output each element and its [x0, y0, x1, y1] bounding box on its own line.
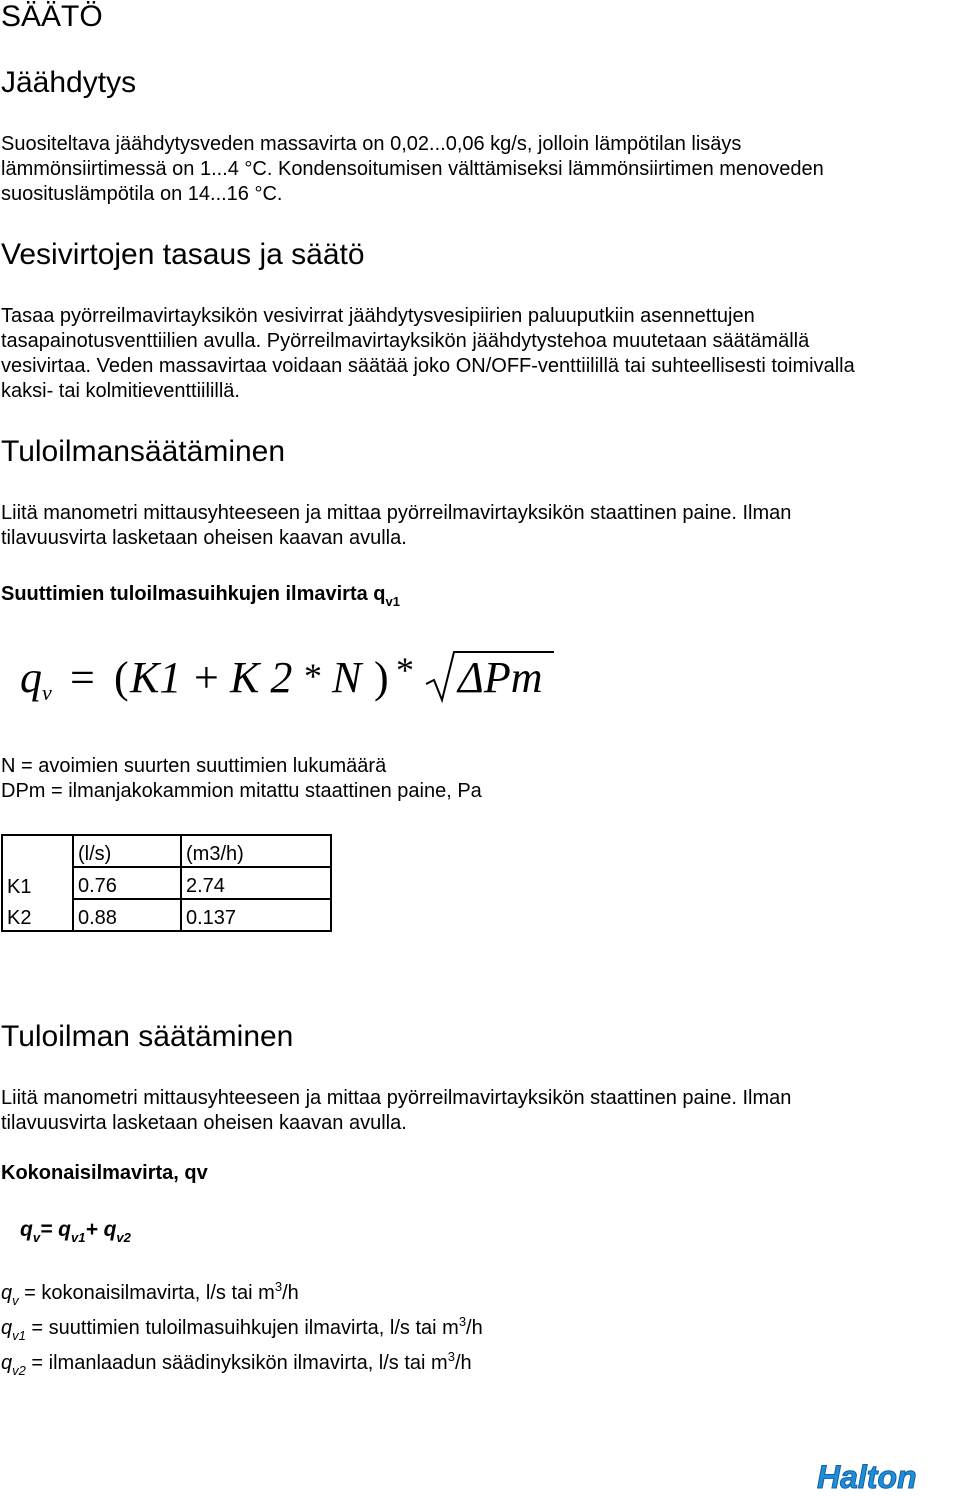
formula-dpm: ΔPm [458, 653, 543, 702]
formula-times-2: * [396, 650, 414, 690]
cooling-text-line-3: suosituslämpötila on 14...16 °C. [1, 183, 283, 205]
supply2-text-line-2: tilavuusvirta lasketaan oheisen kaavan avulla. [1, 1112, 407, 1134]
supply-text-line-1: Liitä manometri mittausyhteeseen ja mittaa pyörreilmavirtayksikön staattinen paine. Ilman [1, 502, 792, 524]
def-qv-sub: v [12, 1293, 19, 1308]
supply2-text-line-1: Liitä manometri mittausyhteeseen ja mittaa pyörreilmavirtayksikön staattinen paine. Ilman [1, 1087, 792, 1109]
def-qv2-sub: v2 [12, 1363, 26, 1378]
sum-q1-sub: v1 [71, 1230, 86, 1245]
nozzle-airflow-subheading-sub: v1 [385, 594, 400, 609]
water-text-line-1: Tasaa pyörreilmavirtayksikön vesivirrat jäähdytysvesipiirien paluuputkiin asennettujen [1, 305, 755, 327]
sum-q2-sub: v2 [116, 1230, 131, 1245]
table-cell: 0.76 [73, 867, 181, 899]
def-qv-symbol: q [1, 1282, 13, 1304]
halton-logo [815, 1460, 955, 1494]
def-qv1-sup: 3 [458, 1314, 467, 1329]
supply-text-line-2: tilavuusvirta lasketaan oheisen kaavan avulla. [1, 527, 407, 549]
section-heading-supply-air-control: Tuloilman säätäminen [1, 1020, 294, 1053]
table-row [2, 899, 331, 931]
table-header-cell [2, 835, 73, 867]
sum-equals: = [40, 1218, 59, 1241]
water-text-line-4: kaksi- tai kolmitieventtiilillä. [1, 380, 240, 402]
definition-qv1 [1, 1309, 483, 1348]
halton-logo-text: Halton [817, 1460, 917, 1494]
k-factor-table [1, 834, 332, 932]
def-qv2-text: = ilmanlaadun säädinyksikön ilmavirta, l/s tai m [25, 1352, 448, 1374]
table-row [2, 867, 331, 899]
def-qv1-symbol: q [1, 1317, 13, 1339]
definition-qv [1, 1274, 299, 1313]
def-qv2-tail: /h [454, 1352, 472, 1374]
cooling-text-line-2: lämmönsiirtimessä on 1...4 °C. Kondensoitumisen välttämiseksi lämmönsiirtimen menoveden [1, 158, 824, 180]
table-cell: K2 [7, 907, 32, 929]
sum-plus: + [85, 1218, 104, 1241]
sum-q-sub: v [32, 1230, 41, 1245]
formula-q-sub: v [42, 680, 52, 705]
table-cell: K1 [7, 876, 32, 898]
sum-q1: q [58, 1218, 71, 1241]
water-text-line-2: tasapainotusventtiilien avulla. Pyörreilmavirtayksikön jäähdytystehoa muutetaan säätämällä [1, 330, 810, 352]
def-qv-sup: 3 [274, 1279, 283, 1294]
formula-k2: K 2 [230, 653, 293, 702]
def-qv2-sup: 3 [447, 1349, 455, 1364]
formula-plus: + [194, 653, 219, 702]
sum-q: q [20, 1218, 33, 1241]
table-cell: 0.137 [181, 899, 331, 931]
section-heading-water: Vesivirtojen tasaus ja säätö [1, 238, 365, 271]
def-qv1-sub: v1 [12, 1328, 26, 1343]
table-cell: 0.88 [73, 899, 181, 931]
cooling-text-line-1: Suositeltava jäähdytysveden massavirta on 0,02...0,06 kg/s, jolloin lämpötilan lisäys [1, 133, 742, 155]
formula-rparen: ) [374, 653, 389, 702]
total-airflow-subheading: Kokonaisilmavirta, qv [1, 1162, 208, 1184]
def-qv-text: = kokonaisilmavirta, l/s tai m [18, 1282, 275, 1304]
section-heading-supply-air: Tuloilmansäätäminen [1, 435, 286, 468]
def-qv-tail: /h [282, 1282, 299, 1304]
airflow-formula [18, 648, 558, 708]
def-qv1-tail: /h [466, 1317, 483, 1339]
def-qv1-text: = suuttimien tuloilmasuihkujen ilmavirta, l/s tai m [25, 1317, 459, 1339]
definition-n: N = avoimien suurten suuttimien lukumäärä [1, 755, 387, 777]
formula-k1: K1 [130, 653, 182, 702]
formula-q: q [20, 653, 42, 702]
def-qv2-symbol: q [1, 1352, 13, 1374]
section-heading-cooling: Jäähdytys [1, 66, 137, 99]
sum-q2: q [103, 1218, 117, 1241]
formula-lparen: ( [114, 653, 129, 702]
table-cell: 2.74 [181, 867, 331, 899]
table-header-row [2, 835, 331, 867]
definition-qv2 [1, 1344, 472, 1383]
nozzle-airflow-subheading-text: Suuttimien tuloilmasuihkujen ilmavirta q [1, 583, 386, 605]
formula-n: N [332, 653, 362, 702]
table-header-cell: (m3/h) [181, 835, 331, 867]
total-airflow-formula [20, 1218, 131, 1245]
table-header-cell: (l/s) [73, 835, 181, 867]
formula-times-1: * [304, 656, 322, 696]
nozzle-airflow-subheading [1, 582, 400, 614]
page-title: SÄÄTÖ [1, 0, 103, 33]
water-text-line-3: vesivirtaa. Veden massavirtaa voidaan säätää joko ON/OFF-venttiilillä tai suhteellisesti toimivalla [1, 355, 855, 377]
formula-equals: = [70, 653, 95, 702]
definition-dpm: DPm = ilmanjakokammion mitattu staattinen paine, Pa [1, 780, 482, 802]
